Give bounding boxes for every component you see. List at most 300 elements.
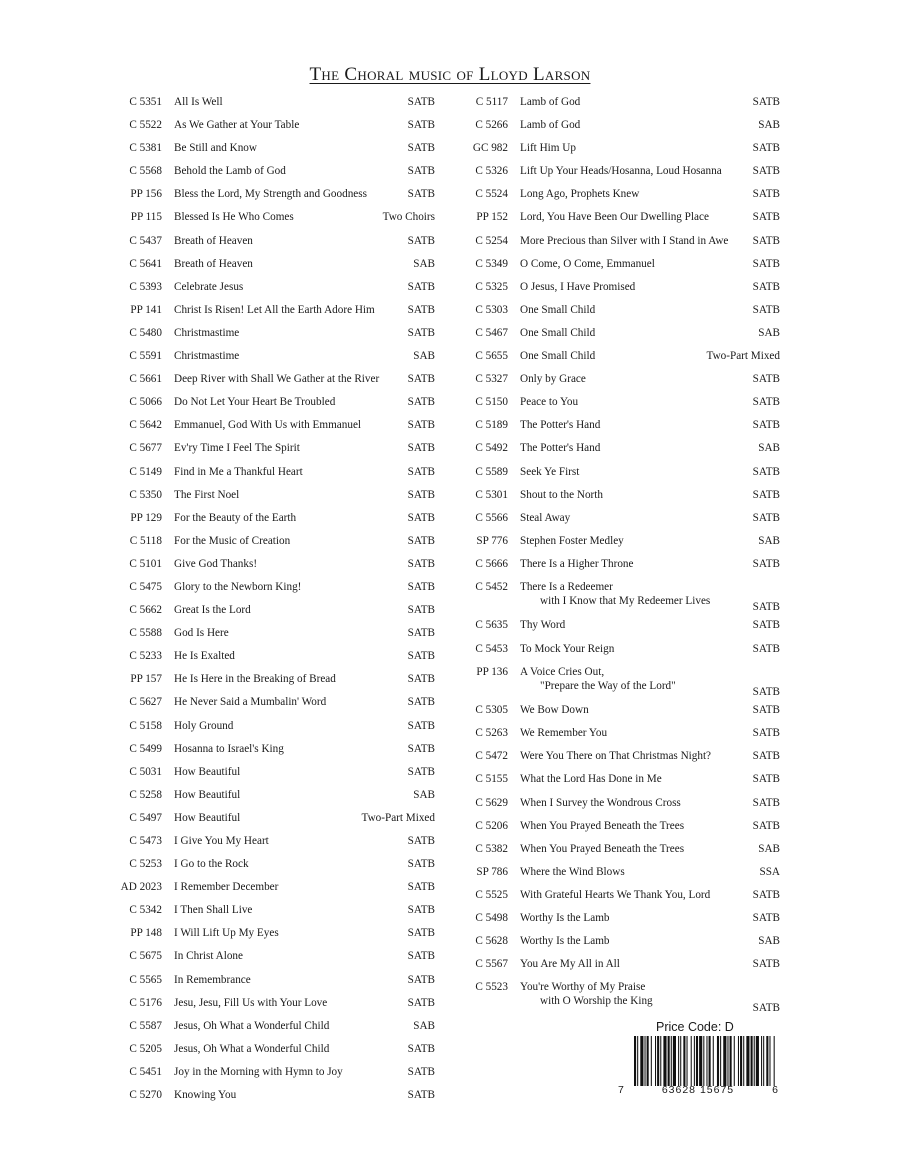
voicing: SATB bbox=[407, 719, 435, 732]
barcode-bar bbox=[740, 1036, 742, 1086]
song-title bbox=[174, 672, 408, 686]
catalog-row bbox=[118, 276, 435, 299]
barcode-bar bbox=[754, 1036, 755, 1086]
song-title-main: The Potter's Hand bbox=[520, 419, 601, 432]
catalog-row bbox=[468, 160, 780, 183]
catalog-code: C 5642 bbox=[129, 419, 162, 432]
song-title bbox=[520, 418, 753, 432]
song-title bbox=[174, 465, 408, 479]
catalog-row bbox=[118, 830, 435, 853]
barcode-bar bbox=[751, 1036, 753, 1086]
catalog-row bbox=[118, 645, 435, 668]
song-title bbox=[174, 141, 408, 155]
song-title bbox=[520, 957, 753, 971]
catalog-row bbox=[118, 461, 435, 484]
voicing: SAB bbox=[758, 442, 780, 455]
voicing: SATB bbox=[752, 1001, 780, 1014]
song-title-main: We Bow Down bbox=[520, 704, 589, 717]
voicing: SATB bbox=[407, 996, 435, 1009]
song-title bbox=[174, 1042, 408, 1056]
barcode-bar bbox=[699, 1036, 702, 1086]
voicing: SATB bbox=[407, 950, 435, 963]
catalog-column-right bbox=[468, 91, 780, 1015]
voicing: SAB bbox=[413, 350, 435, 363]
catalog-row bbox=[468, 137, 780, 160]
catalog-row bbox=[468, 884, 780, 907]
song-title-main: Christmastime bbox=[174, 350, 240, 363]
catalog-row bbox=[468, 91, 780, 114]
song-title bbox=[520, 796, 753, 810]
catalog-code: C 5101 bbox=[129, 557, 162, 570]
song-title bbox=[520, 726, 753, 740]
catalog-row bbox=[468, 484, 780, 507]
song-title-main: Jesus, Oh What a Wonderful Child bbox=[174, 1042, 330, 1055]
barcode-bar bbox=[683, 1036, 685, 1086]
song-title-main: Christ Is Risen! Let All the Earth Adore Him bbox=[174, 303, 375, 316]
catalog-row bbox=[468, 530, 780, 553]
song-title bbox=[174, 834, 408, 848]
song-title-main: A Voice Cries Out, bbox=[520, 665, 605, 678]
voicing: SATB bbox=[407, 396, 435, 409]
voicing: SATB bbox=[407, 419, 435, 432]
song-title-main: Lamb of God bbox=[520, 119, 581, 132]
song-title bbox=[174, 857, 408, 871]
catalog-code: C 5263 bbox=[475, 727, 508, 740]
song-title bbox=[174, 1088, 408, 1102]
voicing: SATB bbox=[407, 627, 435, 640]
song-title bbox=[520, 395, 753, 409]
barcode-bar bbox=[647, 1036, 649, 1086]
barcode-bar bbox=[746, 1036, 749, 1086]
catalog-code: C 5480 bbox=[129, 326, 162, 339]
price-code: Price Code: D bbox=[656, 1020, 734, 1034]
song-subtitle: "Prepare the Way of the Lord" bbox=[540, 679, 676, 692]
song-title-main: Seek Ye First bbox=[520, 465, 580, 478]
barcode-bar bbox=[655, 1036, 656, 1086]
song-title-main: When You Prayed Beneath the Trees bbox=[520, 842, 685, 855]
catalog-code: C 5675 bbox=[129, 950, 162, 963]
barcode-bar bbox=[723, 1036, 726, 1086]
voicing: SATB bbox=[752, 958, 780, 971]
catalog-row bbox=[118, 368, 435, 391]
barcode-bar bbox=[763, 1036, 764, 1086]
song-title bbox=[174, 326, 408, 340]
catalog-row bbox=[118, 969, 435, 992]
voicing: SATB bbox=[407, 142, 435, 155]
song-title-main: When You Prayed Beneath the Trees bbox=[520, 819, 685, 832]
catalog-code: C 5326 bbox=[475, 165, 508, 178]
catalog-code: AD 2023 bbox=[120, 881, 162, 894]
catalog-code: C 5524 bbox=[475, 188, 508, 201]
catalog-row bbox=[118, 137, 435, 160]
catalog-code: C 5589 bbox=[475, 465, 508, 478]
barcode-image bbox=[634, 1036, 776, 1086]
voicing: SATB bbox=[752, 373, 780, 386]
song-title-main: Worthy Is the Lamb bbox=[520, 912, 610, 924]
catalog-code: GC 982 bbox=[472, 142, 508, 155]
catalog-code: C 5270 bbox=[129, 1089, 162, 1102]
catalog-row bbox=[118, 114, 435, 137]
voicing: SATB bbox=[407, 881, 435, 894]
song-title-main: Knowing You bbox=[174, 1089, 237, 1102]
song-title-main: Lift Up Your Heads/Hosanna, Loud Hosanna bbox=[520, 165, 722, 178]
song-title bbox=[174, 303, 408, 317]
catalog-code: C 5155 bbox=[475, 773, 508, 786]
song-title bbox=[174, 649, 408, 663]
voicing: SATB bbox=[752, 888, 780, 901]
catalog-code: PP 136 bbox=[476, 665, 508, 678]
catalog-row bbox=[468, 114, 780, 137]
barcode-bar bbox=[738, 1036, 739, 1086]
song-title-main: The Potter's Hand bbox=[520, 442, 601, 455]
song-title-main: I Go to the Rock bbox=[174, 858, 249, 871]
voicing: SATB bbox=[407, 927, 435, 940]
voicing: SATB bbox=[752, 188, 780, 201]
song-title bbox=[174, 973, 408, 987]
song-title bbox=[174, 719, 408, 733]
voicing: SATB bbox=[752, 912, 780, 924]
song-title-main: Be Still and Know bbox=[174, 142, 257, 155]
voicing: SAB bbox=[413, 257, 435, 270]
song-title bbox=[520, 842, 758, 856]
catalog-code: C 5158 bbox=[129, 719, 162, 732]
voicing: SATB bbox=[407, 119, 435, 132]
voicing: SATB bbox=[752, 511, 780, 524]
song-title bbox=[520, 511, 753, 525]
catalog-row bbox=[118, 876, 435, 899]
song-title-main: There Is a Redeemer bbox=[520, 580, 613, 593]
voicing: SATB bbox=[407, 742, 435, 755]
song-title-main: More Precious than Silver with I Stand in Awe bbox=[520, 234, 729, 247]
catalog-row bbox=[118, 437, 435, 460]
catalog-row bbox=[118, 622, 435, 645]
voicing: SATB bbox=[752, 419, 780, 432]
catalog-code: C 5254 bbox=[475, 234, 508, 247]
catalog-row bbox=[468, 976, 780, 1015]
catalog-row bbox=[468, 322, 780, 345]
catalog-row bbox=[468, 461, 780, 484]
voicing: SATB bbox=[752, 686, 780, 699]
song-title bbox=[174, 626, 408, 640]
catalog-row bbox=[468, 638, 780, 661]
song-title bbox=[174, 418, 408, 432]
barcode-bar bbox=[673, 1036, 676, 1086]
catalog-code: C 5655 bbox=[475, 350, 508, 363]
barcode-bar bbox=[634, 1036, 636, 1086]
voicing: SATB bbox=[407, 234, 435, 247]
catalog-row bbox=[468, 299, 780, 322]
catalog-code: C 5305 bbox=[475, 704, 508, 717]
song-title-main: I Will Lift Up My Eyes bbox=[174, 927, 279, 940]
catalog-row bbox=[118, 576, 435, 599]
voicing: SATB bbox=[407, 326, 435, 339]
catalog-row bbox=[118, 599, 435, 622]
song-title bbox=[520, 749, 753, 763]
catalog-row bbox=[118, 992, 435, 1015]
song-title bbox=[174, 811, 362, 825]
song-title-main: Jesus, Oh What a Wonderful Child bbox=[174, 1019, 330, 1032]
song-title-main: Great Is the Lord bbox=[174, 604, 251, 617]
catalog-row bbox=[468, 661, 780, 700]
catalog-row bbox=[118, 299, 435, 322]
song-title bbox=[174, 557, 408, 571]
song-title-main: To Mock Your Reign bbox=[520, 642, 615, 655]
song-title bbox=[520, 280, 753, 294]
song-title bbox=[174, 349, 413, 363]
catalog-code: C 5497 bbox=[129, 811, 162, 824]
voicing: SATB bbox=[752, 257, 780, 270]
catalog-code: C 5666 bbox=[475, 557, 508, 570]
voicing: SATB bbox=[407, 1065, 435, 1078]
catalog-row bbox=[118, 922, 435, 945]
voicing: SATB bbox=[752, 465, 780, 478]
song-title bbox=[174, 949, 408, 963]
barcode-bar bbox=[706, 1036, 707, 1086]
catalog-row bbox=[468, 930, 780, 953]
song-title-main: Worthy Is the Lamb bbox=[520, 935, 610, 948]
voicing: SATB bbox=[752, 96, 780, 108]
catalog-code: C 5327 bbox=[475, 373, 508, 386]
barcode-bar bbox=[703, 1036, 704, 1086]
catalog-code: SP 776 bbox=[476, 534, 508, 547]
barcode-bar bbox=[640, 1036, 643, 1086]
catalog-code: C 5350 bbox=[129, 488, 162, 501]
catalog-code: C 5475 bbox=[129, 580, 162, 593]
voicing: SATB bbox=[407, 904, 435, 917]
song-title-main: As We Gather at Your Table bbox=[174, 119, 300, 132]
voicing: SATB bbox=[752, 750, 780, 763]
catalog-row bbox=[118, 206, 435, 229]
barcode-bar bbox=[660, 1036, 661, 1086]
song-title bbox=[520, 95, 753, 109]
song-title bbox=[520, 911, 753, 925]
catalog-row bbox=[118, 160, 435, 183]
catalog-code: C 5118 bbox=[129, 534, 162, 547]
barcode-bar bbox=[668, 1036, 670, 1086]
voicing: SATB bbox=[407, 1089, 435, 1102]
song-title bbox=[520, 372, 753, 386]
barcode-bar bbox=[743, 1036, 744, 1086]
catalog-row bbox=[468, 183, 780, 206]
catalog-code: C 5587 bbox=[129, 1019, 162, 1032]
song-title-main: For the Beauty of the Earth bbox=[174, 511, 297, 524]
catalog-row bbox=[468, 345, 780, 368]
song-title bbox=[520, 665, 753, 693]
voicing: Two-Part Mixed bbox=[706, 350, 780, 363]
catalog-code: C 5568 bbox=[129, 165, 162, 178]
song-title-main: In Remembrance bbox=[174, 973, 251, 986]
song-title bbox=[520, 980, 753, 1008]
barcode-left-digit: 7 bbox=[618, 1084, 624, 1096]
catalog-row bbox=[468, 276, 780, 299]
catalog-code: C 5661 bbox=[129, 373, 162, 386]
barcode-bar bbox=[720, 1036, 721, 1086]
catalog-row bbox=[118, 1061, 435, 1084]
song-title-main: How Beautiful bbox=[174, 811, 241, 824]
voicing: SAB bbox=[758, 842, 780, 855]
catalog-code: C 5451 bbox=[129, 1065, 162, 1078]
song-title bbox=[520, 465, 753, 479]
song-title bbox=[174, 280, 408, 294]
catalog-row bbox=[118, 1015, 435, 1038]
song-title-main: Ev'ry Time I Feel The Spirit bbox=[174, 442, 300, 455]
song-title-main: Shout to the North bbox=[520, 488, 603, 501]
catalog-row bbox=[118, 507, 435, 530]
catalog-row bbox=[118, 345, 435, 368]
barcode-bar bbox=[687, 1036, 688, 1086]
song-title-main: He Never Said a Mumbalin' Word bbox=[174, 696, 327, 709]
voicing: SATB bbox=[752, 211, 780, 224]
song-title bbox=[520, 118, 758, 132]
voicing: SATB bbox=[407, 465, 435, 478]
catalog-row bbox=[468, 699, 780, 722]
voicing: SATB bbox=[407, 511, 435, 524]
song-title-main: Bless the Lord, My Strength and Goodness bbox=[174, 188, 367, 201]
voicing: SATB bbox=[407, 165, 435, 178]
song-title bbox=[520, 865, 759, 879]
catalog-code: C 5150 bbox=[475, 396, 508, 409]
voicing: SATB bbox=[752, 488, 780, 501]
song-title-main: God Is Here bbox=[174, 627, 229, 640]
catalog-code: PP 148 bbox=[130, 927, 162, 940]
voicing: SATB bbox=[752, 303, 780, 316]
barcode-bar bbox=[694, 1036, 695, 1086]
voicing: SATB bbox=[752, 396, 780, 409]
voicing: SAB bbox=[413, 788, 435, 801]
song-title-main: Blessed Is He Who Comes bbox=[174, 211, 294, 224]
catalog-row bbox=[118, 530, 435, 553]
catalog-code: C 5467 bbox=[475, 326, 508, 339]
song-title-main: Behold the Lamb of God bbox=[174, 165, 286, 178]
catalog-code: C 5031 bbox=[129, 765, 162, 778]
song-title bbox=[174, 1065, 408, 1079]
voicing: SSA bbox=[759, 865, 780, 878]
song-title bbox=[520, 441, 758, 455]
catalog-row bbox=[468, 745, 780, 768]
catalog-code: C 5472 bbox=[475, 750, 508, 763]
barcode-digits bbox=[618, 1084, 778, 1096]
catalog-code: C 5253 bbox=[129, 858, 162, 871]
song-title-main: We Remember You bbox=[520, 727, 608, 740]
song-title-main: How Beautiful bbox=[174, 765, 241, 778]
catalog-row bbox=[118, 853, 435, 876]
catalog-row bbox=[118, 553, 435, 576]
song-title bbox=[174, 926, 408, 940]
catalog-code: PP 157 bbox=[130, 673, 162, 686]
catalog-row bbox=[118, 391, 435, 414]
voicing: SAB bbox=[413, 1019, 435, 1032]
song-title-main: Find in Me a Thankful Heart bbox=[174, 465, 303, 478]
voicing: SATB bbox=[407, 673, 435, 686]
catalog-code: C 5452 bbox=[475, 580, 508, 593]
song-title-main: Where the Wind Blows bbox=[520, 865, 625, 878]
catalog-code: C 5635 bbox=[475, 619, 508, 632]
catalog-row bbox=[118, 414, 435, 437]
song-title bbox=[520, 618, 753, 632]
voicing: SATB bbox=[407, 373, 435, 386]
catalog-code: C 5662 bbox=[129, 604, 162, 617]
catalog-code: C 5301 bbox=[475, 488, 508, 501]
barcode-bar bbox=[717, 1036, 719, 1086]
catalog-code: PP 141 bbox=[130, 303, 162, 316]
catalog-code: C 5303 bbox=[475, 303, 508, 316]
catalog-column-left bbox=[118, 91, 435, 1107]
song-title bbox=[174, 210, 383, 224]
voicing: SATB bbox=[752, 619, 780, 632]
catalog-code: C 5149 bbox=[129, 465, 162, 478]
song-title-main: With Grateful Hearts We Thank You, Lord bbox=[520, 888, 711, 901]
song-title bbox=[174, 788, 413, 802]
song-title-main: Joy in the Morning with Hymn to Joy bbox=[174, 1065, 343, 1078]
song-title-main: O Jesus, I Have Promised bbox=[520, 280, 636, 293]
song-title bbox=[174, 765, 408, 779]
page-title: The Choral music of Lloyd Larson bbox=[309, 64, 591, 85]
song-title bbox=[520, 257, 753, 271]
voicing: SAB bbox=[758, 119, 780, 132]
catalog-code: C 5628 bbox=[475, 935, 508, 948]
catalog-row bbox=[118, 761, 435, 784]
catalog-row bbox=[468, 576, 780, 615]
catalog-code: C 5206 bbox=[475, 819, 508, 832]
song-title-main: He Is Exalted bbox=[174, 650, 235, 663]
voicing: SATB bbox=[407, 858, 435, 871]
catalog-row bbox=[468, 907, 780, 930]
catalog-row bbox=[118, 784, 435, 807]
voicing: SATB bbox=[407, 488, 435, 501]
song-title bbox=[520, 934, 758, 948]
voicing: SATB bbox=[752, 234, 780, 247]
barcode-bar bbox=[756, 1036, 759, 1086]
song-title-main: When I Survey the Wondrous Cross bbox=[520, 796, 681, 809]
song-title bbox=[174, 742, 408, 756]
song-title bbox=[174, 996, 408, 1010]
barcode-bar bbox=[651, 1036, 652, 1086]
catalog-row bbox=[468, 507, 780, 530]
catalog-row bbox=[118, 253, 435, 276]
song-title-main: Celebrate Jesus bbox=[174, 280, 244, 293]
voicing: SATB bbox=[752, 773, 780, 786]
song-title bbox=[174, 395, 408, 409]
song-title-main: Hosanna to Israel's King bbox=[174, 742, 284, 755]
voicing: SATB bbox=[752, 601, 780, 614]
catalog-row bbox=[468, 553, 780, 576]
song-title bbox=[174, 511, 408, 525]
song-title-main: O Come, O Come, Emmanuel bbox=[520, 257, 655, 270]
voicing: SATB bbox=[407, 696, 435, 709]
voicing: SATB bbox=[407, 1042, 435, 1055]
catalog-code: PP 152 bbox=[476, 211, 508, 224]
voicing: SATB bbox=[752, 642, 780, 655]
voicing: SATB bbox=[752, 819, 780, 832]
catalog-code: C 5523 bbox=[475, 981, 508, 994]
voicing: SAB bbox=[758, 326, 780, 339]
voicing: SATB bbox=[407, 96, 435, 108]
voicing: SAB bbox=[758, 534, 780, 547]
catalog-row bbox=[468, 838, 780, 861]
song-title bbox=[174, 534, 408, 548]
catalog-row bbox=[468, 768, 780, 791]
song-title bbox=[174, 580, 408, 594]
song-title bbox=[520, 888, 753, 902]
song-title bbox=[174, 95, 408, 109]
song-title bbox=[520, 772, 753, 786]
catalog-code: C 5566 bbox=[475, 511, 508, 524]
song-title-main: Only by Grace bbox=[520, 373, 586, 386]
barcode-bar bbox=[696, 1036, 698, 1086]
voicing: SATB bbox=[752, 142, 780, 155]
catalog-row bbox=[468, 815, 780, 838]
song-title-main: One Small Child bbox=[520, 303, 596, 316]
